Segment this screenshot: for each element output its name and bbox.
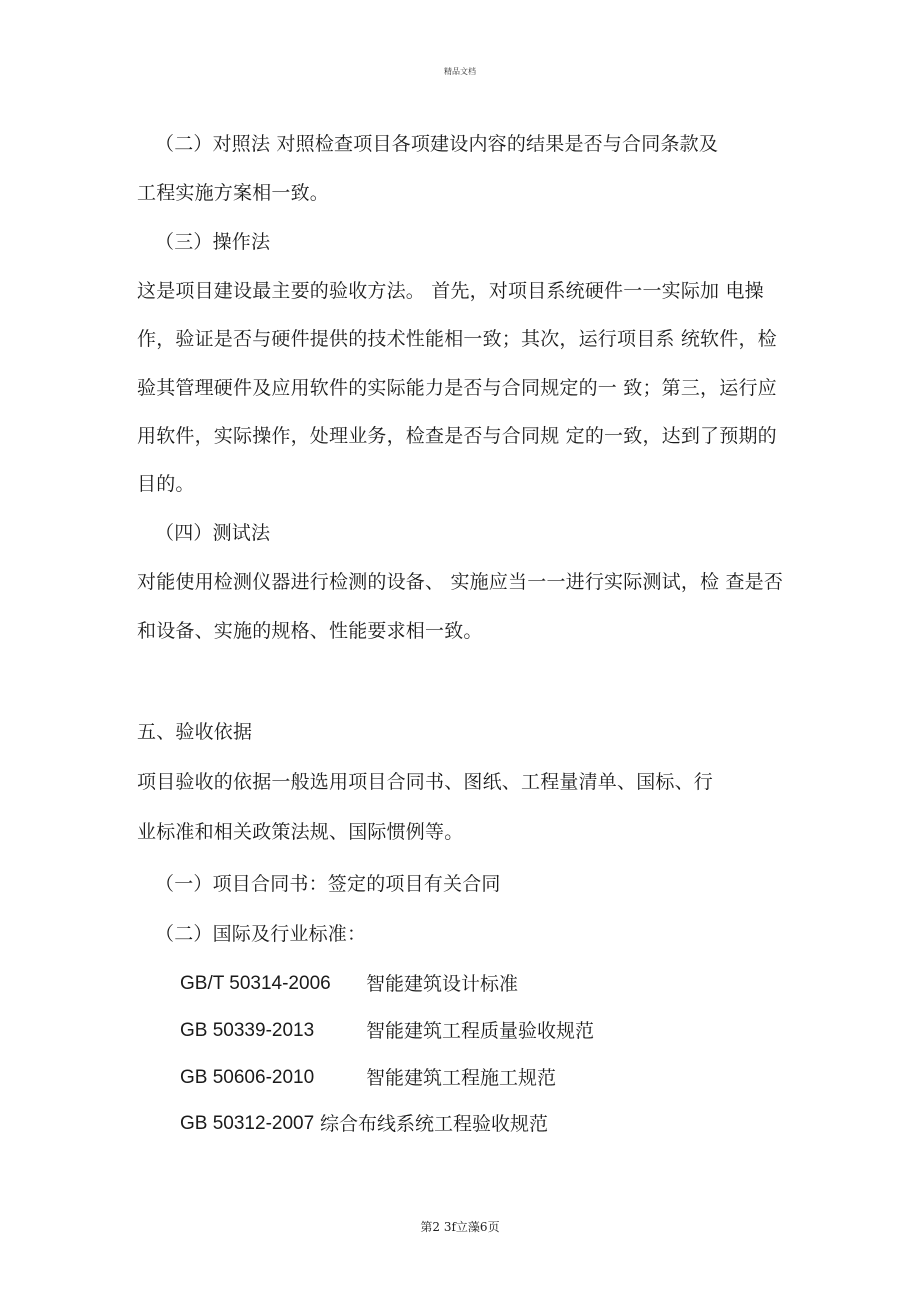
paragraph-comparison-line1: （二）对照法 对照检查项目各项建设内容的结果是否与合同条款及 (155, 133, 719, 155)
section-heading-acceptance-basis: 五、验收依据 (137, 721, 253, 743)
paragraph-operation-line4: 用软件，实际操作，处理业务，检查是否与合同规 定的一致，达到了预期的 (137, 425, 777, 447)
paragraph-operation-line2: 作，验证是否与硬件提供的技术性能相一致；其次，运行项目系 统软件，检 (137, 328, 777, 350)
paragraph-testing-line1: 对能使用检测仪器进行检测的设备、 实施应当一一进行实际测试，检 查是否 (137, 571, 784, 593)
standard-name: 智能建筑工程施工规范 (366, 1067, 557, 1089)
page-footer: 第2 3f立藻6页 (420, 1220, 500, 1234)
heading-operation-method: （三）操作法 (155, 231, 271, 253)
standard-code: GB 50606-2010 (180, 1067, 315, 1088)
paragraph-operation-line5: 目的。 (137, 473, 195, 495)
paragraph-basis-line2: 业标准和相关政策法规、国际惯例等。 (137, 821, 464, 843)
standard-code: GB 50339-2013 (180, 1020, 315, 1041)
standard-name: 智能建筑设计标准 (366, 973, 519, 995)
paragraph-operation-line3: 验其管理硬件及应用软件的实际能力是否与合同规定的一 致；第三，运行应 (137, 377, 777, 399)
list-item-contract: （一）项目合同书：签定的项目有关合同 (155, 873, 501, 895)
heading-testing-method: （四）测试法 (155, 522, 271, 544)
standard-code: GB 50312-2007 (180, 1113, 315, 1134)
standard-name: 综合布线系统工程验收规范 (320, 1113, 549, 1135)
standard-name: 智能建筑工程质量验收规范 (366, 1020, 595, 1042)
paragraph-basis-line1: 项目验收的依据一般选用项目合同书、图纸、工程量清单、国标、行 (137, 771, 714, 793)
page-header: 精品文档 (444, 67, 476, 76)
paragraph-operation-line1: 这是项目建设最主要的验收方法。 首先，对项目系统硬件一一实际加 电操 (137, 280, 764, 302)
standard-code: GB/T 50314-2006 (180, 973, 331, 994)
paragraph-comparison-line2: 工程实施方案相一致。 (137, 182, 330, 204)
list-item-standards: （二）国际及行业标准： (155, 923, 367, 945)
paragraph-testing-line2: 和设备、实施的规格、性能要求相一致。 (137, 620, 483, 642)
